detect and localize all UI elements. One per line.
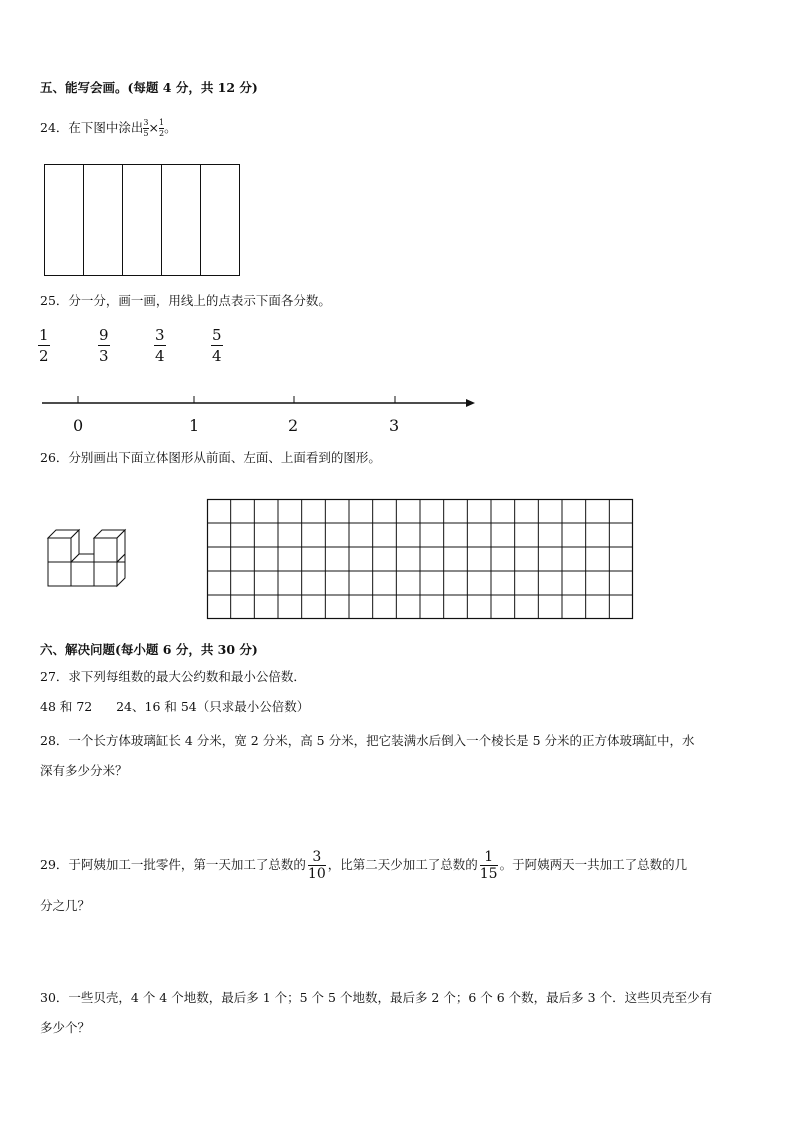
question-30-line1: 30．一些贝壳，4 个 4 个地数，最后多 1 个；5 个 5 个地数，最后多 2 个；6 个 6 个数，最后多 3 个．这些贝壳至少有 <box>40 990 713 1005</box>
question-29-line1: 29．于阿姨加工一批零件，第一天加工了总数的 $\frac{3}{10}$ ，比第二天少加工了总数的 $\frac{1}{15}$ 。于阿姨两天一共加工了总数的几 <box>40 849 688 882</box>
question-30-line2: 多少个？ <box>40 1020 91 1035</box>
question-29-line2: 分之几？ <box>40 898 91 913</box>
fraction-3-5: $\frac{3}{5}$ <box>143 118 149 138</box>
tick-label-1: 1 <box>189 416 200 435</box>
shading-rectangle[interactable] <box>44 164 240 276</box>
question-28-line1: 28．一个长方体玻璃缸长 4 分米，宽 2 分米，高 5 分米，把它装满水后倒入一个棱长是 5 分米的正方体玻璃缸中，水 <box>40 733 695 748</box>
question-24-prefix: 24．在下图中涂出 <box>40 120 144 135</box>
tick-label-2: 2 <box>288 416 299 435</box>
drawing-grid[interactable] <box>207 499 633 619</box>
number-line[interactable] <box>42 392 478 412</box>
question-26: 26．分别画出下面立体图形从前面、左面、上面看到的图形。 <box>40 450 381 465</box>
section-6-title: 六、解决问题(每小题 6 分，共 30 分) <box>40 642 258 657</box>
question-25: 25．分一分，画一画，用线上的点表示下面各分数。 <box>40 293 331 308</box>
section-5-title: 五、能写会画。(每题 4 分，共 12 分) <box>40 80 258 95</box>
times-sign: × <box>148 120 159 135</box>
tick-label-3: 3 <box>389 416 400 435</box>
fraction-label-5-4: 5 4 <box>212 326 222 365</box>
cube-solid-figure <box>46 520 136 590</box>
fraction-label-9-3: 9 3 <box>99 326 109 365</box>
fraction-1-2: $\frac{1}{2}$ <box>158 118 165 138</box>
fraction-1-15: $\frac{1}{15}$ <box>479 849 498 882</box>
question-28-line2: 深有多少分米？ <box>40 763 128 778</box>
question-27-numbers: 48 和 72 24、16 和 54（只求最小公倍数） <box>40 699 310 714</box>
question-27: 27．求下列每组数的最大公约数和最小公倍数． <box>40 669 306 684</box>
tick-label-0: 0 <box>73 416 84 435</box>
fraction-3-10: $\frac{3}{10}$ <box>307 849 326 882</box>
fraction-label-1-2: 1 2 <box>39 326 49 365</box>
question-24: 24．在下图中涂出 $\frac{3}{5}$ × $\frac{1}{2}$ 。 <box>40 118 177 138</box>
fraction-label-3-4: 3 4 <box>155 326 165 365</box>
